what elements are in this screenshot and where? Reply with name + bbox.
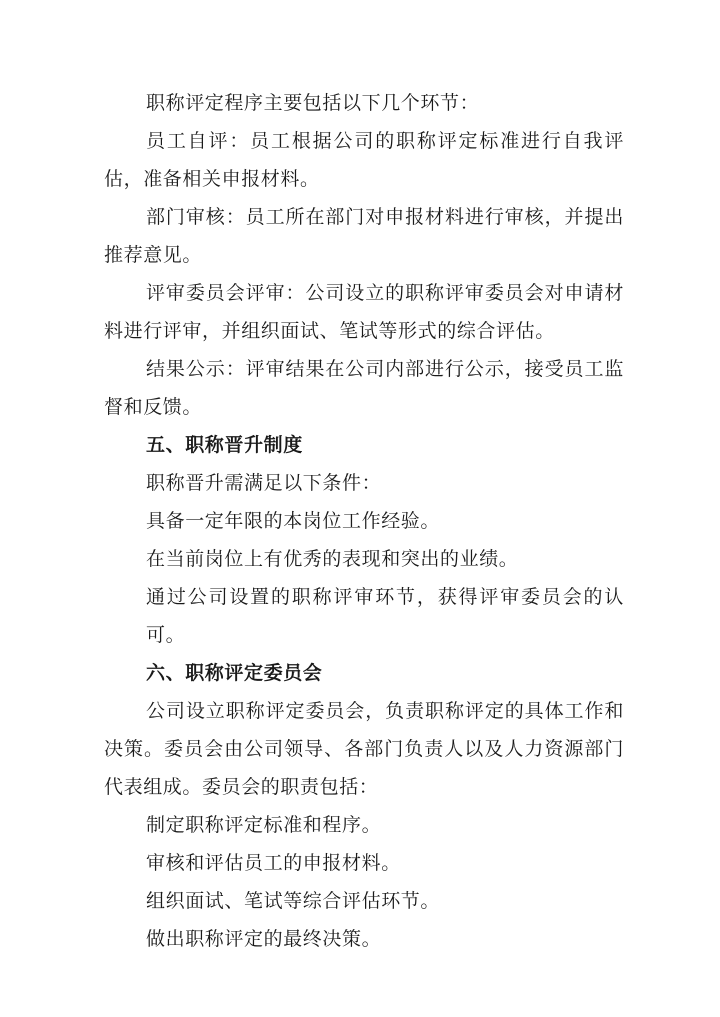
list-item-duty-organize-assessment: 组织面试、笔试等综合评估环节。 xyxy=(146,890,441,912)
paragraph-committee-description: 公司设立职称评定委员会，负责职称评定的具体工作和决策。委员会由公司领导、各部门负责人以及人力资源部门代表组成。委员会的职责包括： xyxy=(104,700,624,798)
paragraph-result-publicity: 结果公示：评审结果在公司内部进行公示，接受员工监督和反馈。 xyxy=(104,358,624,418)
list-item-condition-review: 通过公司设置的职称评审环节，获得评审委员会的认可。 xyxy=(146,586,624,646)
list-item-condition-experience: 具备一定年限的本岗位工作经验。 xyxy=(146,510,441,532)
paragraph-department-review: 部门审核：员工所在部门对申报材料进行审核，并提出推荐意见。 xyxy=(104,206,624,266)
section-heading-committee: 六、职称评定委员会 xyxy=(146,662,323,684)
paragraph-self-evaluation: 员工自评：员工根据公司的职称评定标准进行自我评估，准备相关申报材料。 xyxy=(104,130,624,190)
list-item-duty-final-decision: 做出职称评定的最终决策。 xyxy=(146,928,382,950)
list-item-condition-performance: 在当前岗位上有优秀的表现和突出的业绩。 xyxy=(146,548,519,570)
document-body xyxy=(104,84,624,958)
paragraph-procedure-intro: 职称评定程序主要包括以下几个环节： xyxy=(146,92,480,114)
paragraph-promotion-conditions: 职称晋升需满足以下条件： xyxy=(146,472,382,494)
list-item-duty-review-materials: 审核和评估员工的申报材料。 xyxy=(146,852,401,874)
paragraph-committee-review: 评审委员会评审：公司设立的职称评审委员会对申请材料进行评审，并组织面试、笔试等形式的综合评估。 xyxy=(104,282,624,342)
list-item-duty-standards: 制定职称评定标准和程序。 xyxy=(146,814,382,836)
section-heading-promotion: 五、职称晋升制度 xyxy=(146,434,303,456)
